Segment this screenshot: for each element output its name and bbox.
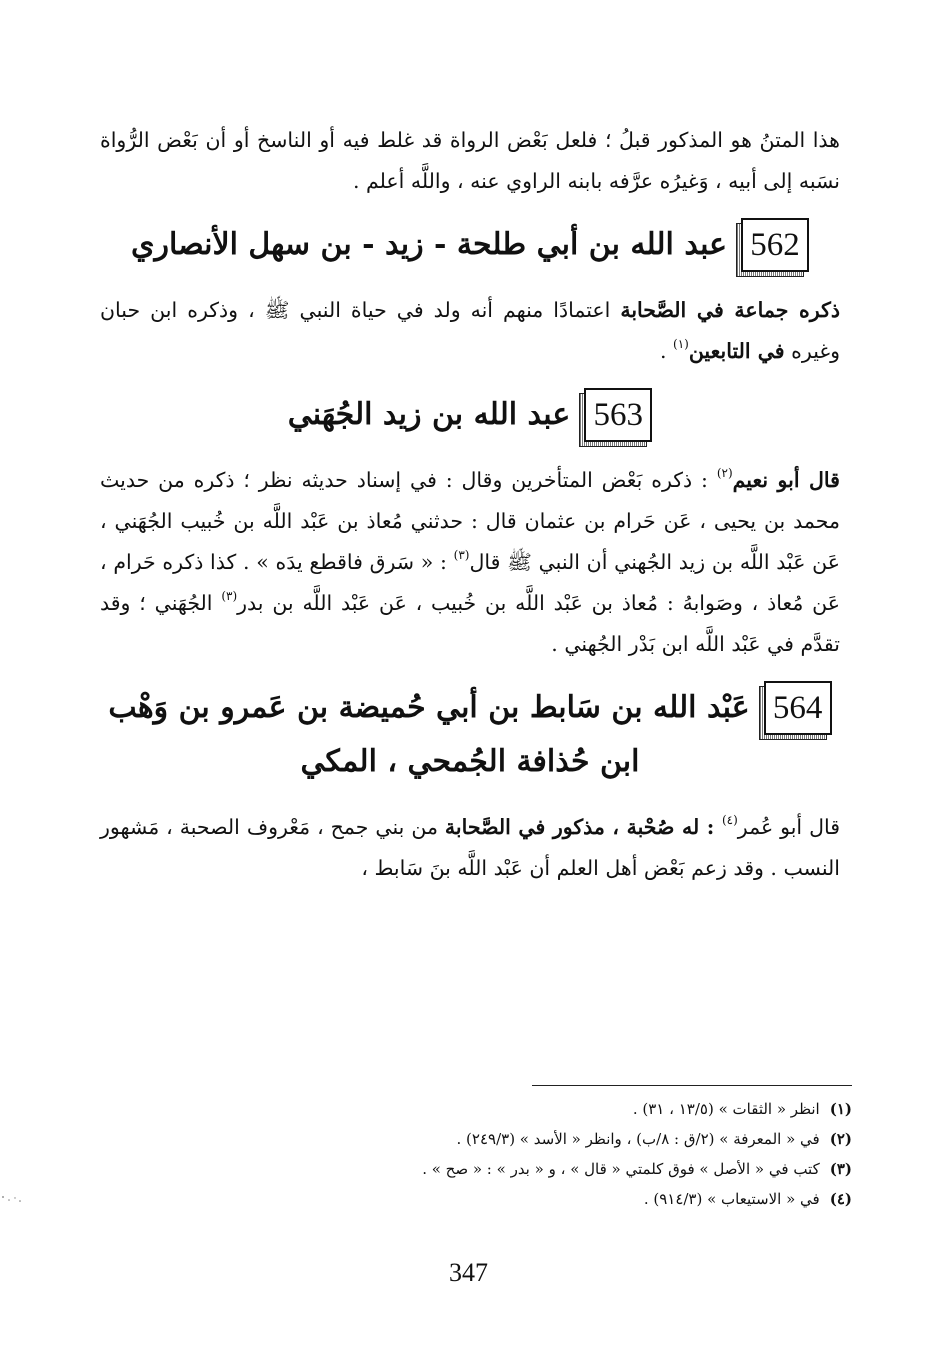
- entry-number-box: [741, 218, 809, 272]
- entry-heading-563: [100, 388, 840, 442]
- bold-lead: قال أبو نعيم: [732, 468, 840, 492]
- footnote-number: (٣): [829, 1160, 852, 1178]
- entry-title-continued: ابن حُذافة الجُمحي ، المكي: [300, 744, 640, 779]
- bold-phrase: : له صُحْبة ، مذكور في الصَّحابة: [444, 815, 722, 839]
- footnote-ref[interactable]: (١): [673, 337, 689, 352]
- entry-number: 564: [764, 681, 832, 735]
- entry-title: عبد الله بن أبي طلحة - زيد - بن سهل الأنصاري: [130, 227, 728, 262]
- paragraph-text: اعتمادًا منهم أنه ولد في حياة النبي ﷺ ، وذكره ابن حبان وغيره: [100, 298, 840, 363]
- paragraph-text: : ذكره بَعْض المتأخرين وقال : في إسناد حديثه نظر ؛ ذكره من حديث محمد بن يحيى ، عَن حَرام بن عثمان قال : حدثني مُعاذ بن عَبْد اللَّه بن خُبيب الجُهَني ، عَن عَبْد اللَّه بن زيد الجُهني أن النبي ﷺ قال: [100, 468, 840, 574]
- footnote-ref[interactable]: (٣): [453, 548, 470, 563]
- bold-lead: ذكره جماعة في الصَّحابة: [620, 298, 840, 322]
- bold-phrase: في التابعين: [688, 339, 785, 363]
- footnote-number: (١): [829, 1100, 852, 1118]
- entry-heading-562: [100, 218, 840, 272]
- entry-paragraph-564: [100, 807, 840, 889]
- footnote-text: كتب في « الأصل » فوق كلمتي « قال » ، و « بدر » : « صح » .: [422, 1160, 820, 1178]
- entry-paragraph-562: [100, 290, 840, 372]
- footnote-text: في « المعرفة » (٢/ق : ٨/ب) ، وانظر « الأسد » (٢٤٩/٣) .: [456, 1130, 820, 1148]
- entry-number-box: [764, 681, 832, 735]
- footnote-divider: [532, 1085, 852, 1086]
- footnote-text: انظر « الثقات » (١٣/٥ ، ٣١) .: [632, 1100, 820, 1118]
- scan-specks: [0, 1192, 24, 1206]
- footnote-item: [100, 1094, 852, 1124]
- footnote-item: [100, 1154, 852, 1184]
- entry-number-box: [584, 388, 652, 442]
- footnote-ref[interactable]: (٣): [221, 589, 238, 604]
- entry-heading-564: [100, 681, 840, 789]
- footnote-number: (٤): [829, 1190, 852, 1208]
- footnote-ref[interactable]: (٢): [716, 466, 733, 481]
- page-body: [100, 112, 840, 889]
- entry-number: 563: [584, 388, 652, 442]
- entry-paragraph-563: [100, 460, 840, 665]
- entry-heading-row: [108, 681, 831, 735]
- footnotes: [100, 1085, 852, 1214]
- footnote-item: [100, 1124, 852, 1154]
- page-number: 347: [449, 1258, 488, 1287]
- paragraph-text: الجُهَني ؛ وقد تقدَّم في عَبْد اللَّه ابن بَدْر الجُهني .: [100, 591, 840, 656]
- entry-title: عبد الله بن زيد الجُهَني: [287, 397, 571, 432]
- paragraph-text: قال أبو عُمر: [737, 815, 841, 839]
- paragraph-text: .: [659, 339, 673, 363]
- footnote-ref[interactable]: (٤): [721, 813, 738, 828]
- entry-title: عَبْد الله بن سَابط بن أبي حُميضة بن عَمرو بن وَهْب: [108, 690, 750, 725]
- footnote-text: في « الاستيعاب » (٩١٤/٣) .: [643, 1190, 820, 1208]
- footnote-item: [100, 1184, 852, 1214]
- intro-paragraph: هذا المتنُ هو المذكور قبلُ ؛ فلعل بَعْض الرواة قد غلط فيه أو الناسخ أو أن بَعْض الرُّواة نسَبه إلى أبيه ، وَغيرُه عرَّفه بابنه الراوي عنه ، واللَّه أعلم .: [100, 128, 840, 193]
- paragraph-text: من بني جمح ، مَعْروف الصحبة ، مَشهور النسب . وقد زعم بَعْض أهل العلم أن عَبْد اللَّه بنَ سَابط ،: [100, 815, 840, 880]
- entry-number: 562: [741, 218, 809, 272]
- paragraph-text: : « سَرق فاقطع يدَه » . كذا ذكره حَرام ، عَن مُعاذ ، وصَوابهُ : مُعاذ بن عَبْد اللَّه بن خُبيب ، عَن عَبْد اللَّه بن بدر: [100, 550, 840, 615]
- footnote-number: (٢): [829, 1130, 852, 1148]
